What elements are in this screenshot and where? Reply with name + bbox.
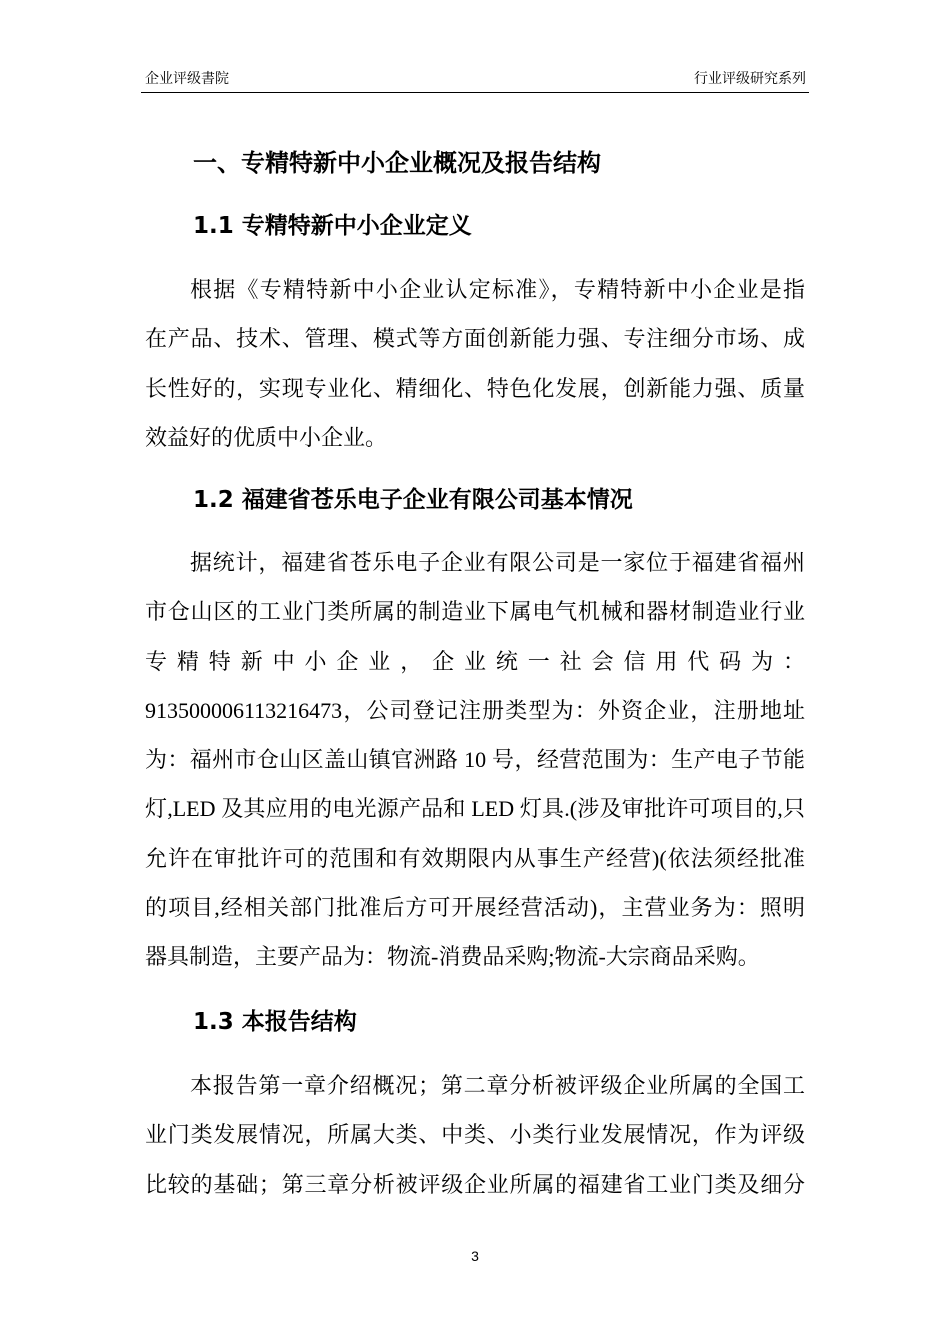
section-heading-1-3: 1.3 本报告结构 (193, 1009, 357, 1035)
header-divider (141, 92, 809, 93)
paragraph-line: 灯,LED 及其应用的电光源产品和 LED 灯具.(涉及审批许可项目的,只 (145, 796, 805, 822)
section-heading-1-1: 1.1 专精特新中小企业定义 (193, 213, 472, 239)
paragraph-line: 本报告第一章介绍概况；第二章分析被评级企业所属的全国工 (190, 1073, 805, 1098)
section-paragraph-1-2 (145, 538, 805, 982)
paragraph-line: 在产品、技术、管理、模式等方面创新能力强、专注细分市场、成 (145, 326, 805, 352)
paragraph-line: 允许在审批许可的范围和有效期限内从事生产经营)(依法须经批准 (145, 845, 805, 871)
page-number: 3 (471, 1248, 479, 1264)
paragraph-line: 长性好的，实现专业化、精细化、特色化发展，创新能力强、质量 (145, 375, 805, 401)
paragraph-line: 根据《专精特新中小企业认定标准》，专精特新中小企业是指 (190, 277, 805, 302)
header-publisher-name: 企业评级書院 (145, 70, 229, 86)
paragraph-line: 据统计，福建省苍乐电子企业有限公司是一家位于福建省福州 (190, 550, 805, 575)
paragraph-line: 比较的基础；第三章分析被评级企业所属的福建省工业门类及细分 (145, 1171, 805, 1197)
paragraph-line: 专精特新中小企业，企业统一社会信用代码为： (145, 648, 805, 674)
section-heading-1-2: 1.2 福建省苍乐电子企业有限公司基本情况 (193, 487, 633, 513)
chapter-title: 一、专精特新中小企业概况及报告结构 (193, 149, 601, 177)
section-paragraph-1-3 (145, 1061, 805, 1209)
paragraph-line: 市仓山区的工业门类所属的制造业下属电气机械和器材制造业行业 (145, 599, 805, 625)
header-series-name: 行业评级研究系列 (694, 70, 806, 86)
page-header (145, 68, 806, 88)
paragraph-line: 为：福州市仓山区盖山镇官洲路 10 号，经营范围为：生产电子节能 (145, 747, 805, 773)
paragraph-line: 913500006113216473，公司登记注册类型为：外资企业，注册地址 (145, 697, 805, 723)
paragraph-line: 的项目,经相关部门批准后方可开展经营活动)，主营业务为：照明 (145, 895, 805, 921)
paragraph-line: 业门类发展情况，所属大类、中类、小类行业发展情况，作为评级 (145, 1122, 805, 1148)
paragraph-line: 效益好的优质中小企业。 (145, 424, 388, 450)
paragraph-line: 器具制造，主要产品为：物流-消费品采购;物流-大宗商品采购。 (145, 944, 760, 970)
section-paragraph-1-1 (145, 265, 805, 462)
